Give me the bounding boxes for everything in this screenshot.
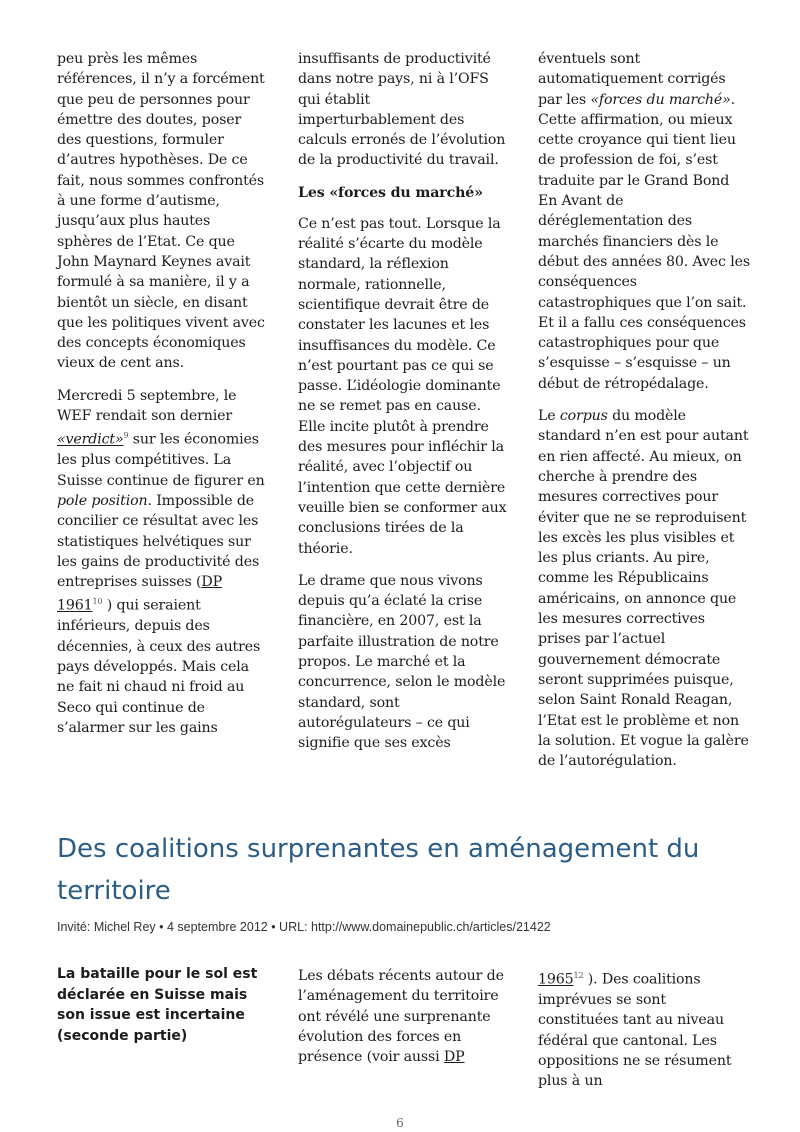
paragraph: Le drame que nous vivons depuis qu’a éclaté la crise financière, en 2007, est la parfaite illustration de notre propos. Le marché et la concurrence, selon le modèle standard, sont autorégulateurs – ce qui signifie que ses excès: [298, 572, 506, 752]
dp-link[interactable]: DP: [443, 1049, 465, 1066]
paragraph: [538, 966, 750, 1092]
verdict-link[interactable]: [57, 432, 123, 448]
text: ). Des coalitions imprévues se sont constituées tant au niveau fédéral que cantonal. Les oppositions ne se résument plus à un: [538, 971, 732, 1090]
text: Le: [538, 408, 560, 425]
emphasis: pole position: [57, 492, 148, 509]
text: Les débats récents autour de l’aménagement du territoire ont révélé une surprenante évolution des forces en présence (voir aussi: [298, 968, 504, 1066]
paragraph: Ce n’est pas tout. Lorsque la réalité s’écarte du modèle standard, la réflexion normale, rationnelle, scientifique devrait être de constater les lacunes et les insuffisances du modèle. Ce n’est pourtant pas ce qui se passe. L’idéologie dominante ne se remet pas en cause. Elle incite plutôt à prendre des mesures pour infléchir la réalité, avec l’objectif ou l’intention que cette dernière veuille bien se conformer aux conclusions tirées de la théorie.: [298, 215, 507, 557]
paragraph: insuffisants de productivité dans notre pays, ni à l’OFS qui établit imperturbablement des calculs erronés de l’évolution de la productivité du travail.: [298, 51, 506, 169]
text: . Cette affirmation, ou mieux cette croyance qui tient lieu de profession de foi, s’est traduite par le Grand Bond En Avant de déréglementation des marchés financiers dès le début des années 80. Avec les conséquences catastrophiques que l’on sait. Et il a fallu ces conséquences catastrophiques pour que s’esquisse – s’esquisse – un début de rétropédalage.: [538, 91, 750, 392]
footnote-ref: 12: [573, 971, 584, 980]
dp-1961-link[interactable]: DP 1961: [57, 574, 222, 615]
paragraph: [298, 966, 510, 1067]
column-3: [538, 49, 750, 783]
emphasis: corpus: [559, 408, 608, 425]
article-title: Des coalitions surprenantes en aménagement du territoire: [57, 834, 700, 906]
text: ) qui seraient inférieurs, depuis des décennies, à ceux des autres pays développés. Mais cela ne fait ni chaud ni froid au Seco qui continue de s’alarmer sur les gains: [57, 598, 261, 736]
column-2: [298, 49, 510, 766]
paragraph: peu près les mêmes références, il n’y a forcément que peu de personnes pour émettre des doutes, poser des questions, formuler d’autres hypothèses. De ce fait, nous sommes confrontés à une forme d’autisme, jusqu’aux plus hautes sphères de l’Etat. Ce que John Maynard Keynes avait formulé à sa manière, il y a bientôt un siècle, en disant que les politiques vivent avec des concepts économiques vieux de cent ans.: [57, 51, 265, 372]
article2-column-2: [298, 966, 510, 1079]
text: éventuels sont automatiquement corrigés par les: [538, 51, 726, 108]
column-1: [57, 49, 269, 750]
paragraph: [538, 49, 750, 394]
paragraph: [57, 386, 269, 739]
footnote-ref: 9: [123, 431, 129, 441]
article-meta: Invité: Michel Rey • 4 septembre 2012 • URL: http://www.domainepublic.ch/articles/21422: [57, 920, 551, 934]
section-heading: Les «forces du marché»: [298, 184, 483, 201]
article2-column-3: [538, 966, 750, 1104]
text: Mercredi 5 septembre, le WEF rendait son dernier: [57, 387, 237, 425]
footnote-ref: 10: [92, 597, 103, 607]
emphasis: «forces du marché»: [590, 91, 731, 108]
paragraph: [538, 406, 750, 771]
link-text: «verdict»: [57, 432, 124, 449]
text: du modèle standard n’en est pour autant en rien affecté. Au mieux, on cherche à prendre des mesures correctives pour éviter que ne se reproduisent les excès les plus visibles et les plus criants. Au pire, comme les Républicains américains, on annonce que les mesures correctives prises par l’actuel gouvernement démocrate seront supprimées puisque, selon Saint Ronald Reagan, l’Etat est le problème et non la solution. Et vogue la galère de l’autorégulation.: [538, 408, 749, 770]
article-lead: La bataille pour le sol est déclarée en Suisse mais son issue est incertaine (seconde partie): [57, 966, 258, 1044]
text: sur les économies les plus compétitives. La Suisse continue de figurer en: [57, 432, 265, 489]
dp-1965-link[interactable]: 1965: [538, 971, 574, 988]
page-number: 6: [396, 1116, 404, 1130]
text: . Impossible de concilier ce résultat avec les statistiques helvétiques sur les gains de productivité des entreprises suisses (: [57, 492, 260, 591]
